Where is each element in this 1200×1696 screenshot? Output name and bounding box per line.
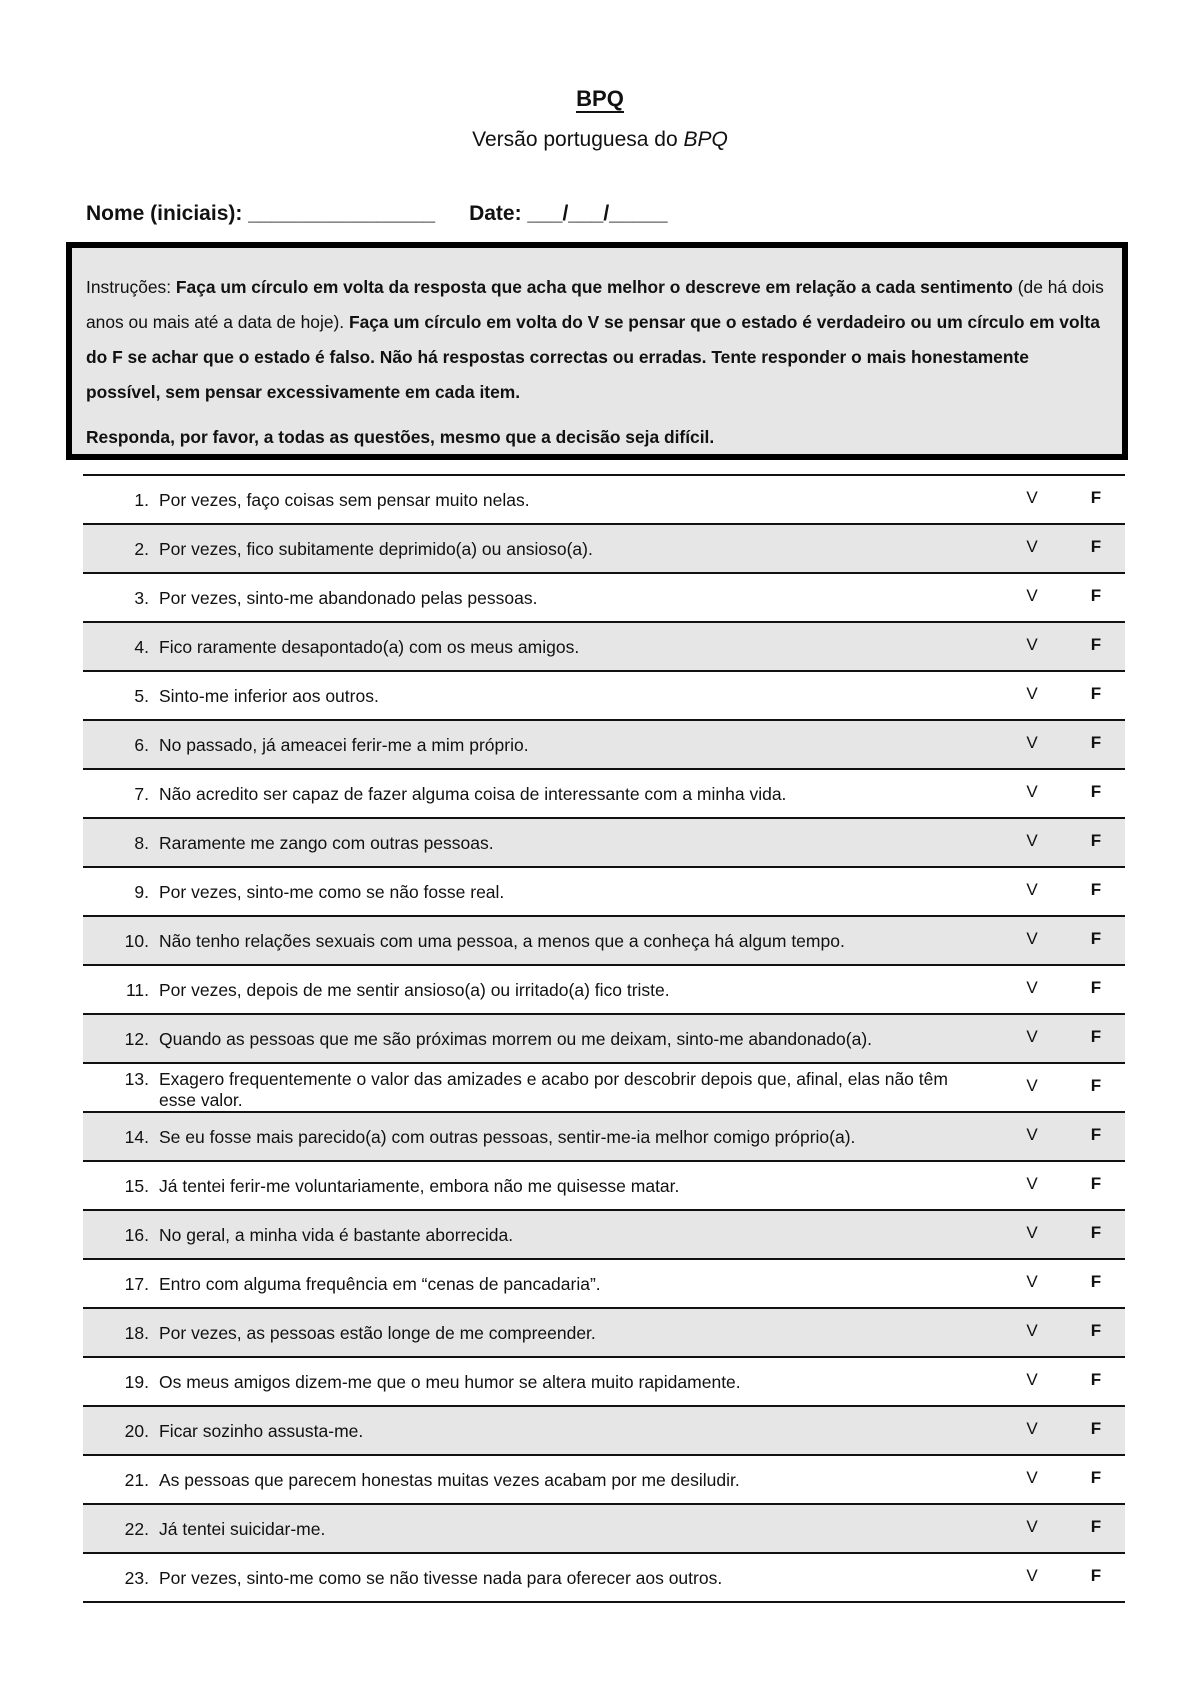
answer-true-option[interactable]: V: [1026, 1566, 1038, 1585]
answer-true-option[interactable]: V: [1026, 1125, 1038, 1144]
question-text: Fico raramente desapontado(a) com os meus amigos.: [159, 637, 580, 657]
question-row: [83, 525, 1125, 574]
instructions-box: [66, 242, 1128, 460]
question-row: [83, 1260, 1125, 1309]
answer-true-option[interactable]: V: [1026, 880, 1038, 899]
question-number: 18.: [124, 1323, 149, 1343]
answer-false-option[interactable]: F: [1090, 586, 1102, 605]
question-row: [83, 819, 1125, 868]
question-row: [83, 1358, 1125, 1407]
question-text: Por vezes, sinto-me abandonado pelas pessoas.: [159, 588, 538, 608]
answer-true-option[interactable]: V: [1026, 684, 1038, 703]
answer-true-option[interactable]: V: [1026, 1272, 1038, 1291]
date-field[interactable]: Date: ___/___/_____: [469, 202, 668, 225]
answer-false-option[interactable]: F: [1090, 929, 1102, 948]
question-row: [83, 868, 1125, 917]
answer-false-option[interactable]: F: [1090, 1468, 1102, 1487]
answer-true-option[interactable]: V: [1026, 929, 1038, 948]
instructions-lead: Instruções:: [86, 277, 176, 297]
question-number: 12.: [124, 1029, 149, 1049]
question-text: Se eu fosse mais parecido(a) com outras pessoas, sentir-me-ia melhor comigo próprio(a).: [159, 1127, 856, 1147]
question-number: 17.: [124, 1274, 149, 1294]
answer-true-option[interactable]: V: [1026, 1321, 1038, 1340]
question-number: 5.: [134, 686, 149, 706]
answer-false-option[interactable]: F: [1090, 978, 1102, 997]
question-number: 2.: [134, 539, 149, 559]
question-text: Entro com alguma frequência em “cenas de pancadaria”.: [159, 1274, 601, 1294]
answer-true-option[interactable]: V: [1026, 1076, 1038, 1095]
question-text: Não tenho relações sexuais com uma pessoa, a menos que a conheça há algum tempo.: [159, 931, 845, 951]
question-text: No geral, a minha vida é bastante aborrecida.: [159, 1225, 514, 1245]
answer-true-option[interactable]: V: [1026, 782, 1038, 801]
question-row: [83, 1456, 1125, 1505]
question-text: Por vezes, as pessoas estão longe de me compreender.: [159, 1323, 596, 1343]
question-number: 19.: [124, 1372, 149, 1392]
answer-false-option[interactable]: F: [1090, 488, 1102, 507]
question-number: 14.: [124, 1127, 149, 1147]
question-number: 21.: [124, 1470, 149, 1490]
question-text: No passado, já ameacei ferir-me a mim próprio.: [159, 735, 529, 755]
answer-true-option[interactable]: V: [1026, 537, 1038, 556]
question-row: [83, 917, 1125, 966]
question-row: [83, 574, 1125, 623]
answer-false-option[interactable]: F: [1090, 1321, 1102, 1340]
question-text: Já tentei suicidar-me.: [159, 1519, 326, 1539]
question-row: [83, 1211, 1125, 1260]
question-row: [83, 1407, 1125, 1456]
answer-true-option[interactable]: V: [1026, 831, 1038, 850]
answer-false-option[interactable]: F: [1090, 831, 1102, 850]
question-row: [83, 1162, 1125, 1211]
question-row: [83, 770, 1125, 819]
question-number: 7.: [134, 784, 149, 804]
question-number: 3.: [134, 588, 149, 608]
answer-false-option[interactable]: F: [1090, 635, 1102, 654]
question-text: Sinto-me inferior aos outros.: [159, 686, 379, 706]
answer-false-option[interactable]: F: [1090, 1272, 1102, 1291]
question-number: 16.: [124, 1225, 149, 1245]
answer-false-option[interactable]: F: [1090, 1566, 1102, 1585]
subtitle-emphasis: BPQ: [683, 128, 728, 151]
question-text: Já tentei ferir-me voluntariamente, embora não me quisesse matar.: [159, 1176, 680, 1196]
question-row: [83, 623, 1125, 672]
page-title: [0, 86, 1200, 112]
question-row: [83, 1505, 1125, 1554]
answer-false-option[interactable]: F: [1090, 880, 1102, 899]
question-text: Por vezes, fico subitamente deprimido(a) ou ansioso(a).: [159, 539, 593, 559]
instructions-part-b: Faça um círculo em volta da resposta que acha que melhor o descreve em relação a cada sentimento: [175, 277, 1013, 297]
answer-false-option[interactable]: F: [1090, 1370, 1102, 1389]
question-row: [83, 1309, 1125, 1358]
question-row: [83, 1554, 1125, 1603]
question-text: Ficar sozinho assusta-me.: [159, 1421, 364, 1441]
instructions-final: Responda, por favor, a todas as questões, mesmo que a decisão seja difícil.: [86, 427, 715, 447]
title-text: BPQ: [576, 86, 624, 111]
question-text: Por vezes, depois de me sentir ansioso(a) ou irritado(a) fico triste.: [159, 980, 670, 1000]
question-number: 9.: [134, 882, 149, 902]
answer-false-option[interactable]: F: [1090, 1517, 1102, 1536]
question-number: 6.: [134, 735, 149, 755]
form-fields: [86, 202, 668, 226]
answer-true-option[interactable]: V: [1026, 1027, 1038, 1046]
question-text: Os meus amigos dizem-me que o meu humor se altera muito rapidamente.: [159, 1372, 741, 1392]
question-text: Exagero frequentemente o valor das amizades e acabo por descobrir depois que, afinal, elas não têm esse valor.: [159, 1069, 948, 1110]
answer-false-option[interactable]: F: [1090, 1223, 1102, 1242]
question-number: 22.: [124, 1519, 149, 1539]
answer-false-option[interactable]: F: [1090, 733, 1102, 752]
instructions-part-d: Faça um círculo em volta do V se pensar que o estado é verdadeiro ou um círculo em volta do F se achar que o estado é falso. Não há respostas correctas ou erradas. Tente responder o mais honestamente possível, sem pensar excessivamente em cada item.: [86, 312, 1100, 402]
answer-false-option[interactable]: F: [1090, 1076, 1102, 1095]
page-subtitle: [0, 128, 1200, 152]
question-row: [83, 476, 1125, 525]
name-field[interactable]: Nome (iniciais): ________________: [86, 202, 436, 225]
answer-true-option[interactable]: V: [1026, 1517, 1038, 1536]
answer-true-option[interactable]: V: [1026, 1468, 1038, 1487]
question-number: 23.: [124, 1568, 149, 1588]
question-row: [83, 672, 1125, 721]
question-number: 13.: [124, 1069, 149, 1089]
answer-true-option[interactable]: V: [1026, 1370, 1038, 1389]
answer-false-option[interactable]: F: [1090, 782, 1102, 801]
question-row: [83, 1113, 1125, 1162]
question-text: Não acredito ser capaz de fazer alguma coisa de interessante com a minha vida.: [159, 784, 787, 804]
answer-true-option[interactable]: V: [1026, 586, 1038, 605]
question-row: [83, 1064, 1125, 1113]
instructions-paragraph: [86, 270, 1108, 410]
question-number: 20.: [124, 1421, 149, 1441]
answer-true-option[interactable]: V: [1026, 1223, 1038, 1242]
answer-true-option[interactable]: V: [1026, 733, 1038, 752]
question-text: Por vezes, faço coisas sem pensar muito nelas.: [159, 490, 530, 510]
answer-false-option[interactable]: F: [1090, 537, 1102, 556]
question-text: As pessoas que parecem honestas muitas vezes acabam por me desiludir.: [159, 1470, 740, 1490]
answer-true-option[interactable]: V: [1026, 1419, 1038, 1438]
question-row: [83, 966, 1125, 1015]
answer-false-option[interactable]: F: [1090, 1174, 1102, 1193]
question-number: 8.: [134, 833, 149, 853]
question-row: [83, 1015, 1125, 1064]
question-number: 10.: [124, 931, 149, 951]
answer-true-option[interactable]: V: [1026, 1174, 1038, 1193]
question-number: 1.: [134, 490, 149, 510]
question-row: [83, 721, 1125, 770]
questionnaire-table: [83, 474, 1125, 1603]
answer-false-option[interactable]: F: [1090, 1027, 1102, 1046]
question-text: Por vezes, sinto-me como se não tivesse nada para oferecer aos outros.: [159, 1568, 723, 1588]
answer-true-option[interactable]: V: [1026, 635, 1038, 654]
instructions-part-c: (de há dois anos ou mais até a data de hoje).: [86, 277, 1104, 332]
subtitle-prefix: Versão portuguesa do: [472, 128, 684, 151]
question-number: 4.: [134, 637, 149, 657]
question-number: 11.: [125, 980, 149, 1000]
question-text: Raramente me zango com outras pessoas.: [159, 833, 494, 853]
question-number: 15.: [124, 1176, 149, 1196]
question-text: Quando as pessoas que me são próximas morrem ou me deixam, sinto-me abandonado(a).: [159, 1029, 873, 1049]
question-text: Por vezes, sinto-me como se não fosse real.: [159, 882, 505, 902]
answer-true-option[interactable]: V: [1026, 978, 1038, 997]
answer-true-option[interactable]: V: [1026, 488, 1038, 507]
answer-false-option[interactable]: F: [1090, 1125, 1102, 1144]
answer-false-option[interactable]: F: [1090, 1419, 1102, 1438]
answer-false-option[interactable]: F: [1090, 684, 1102, 703]
